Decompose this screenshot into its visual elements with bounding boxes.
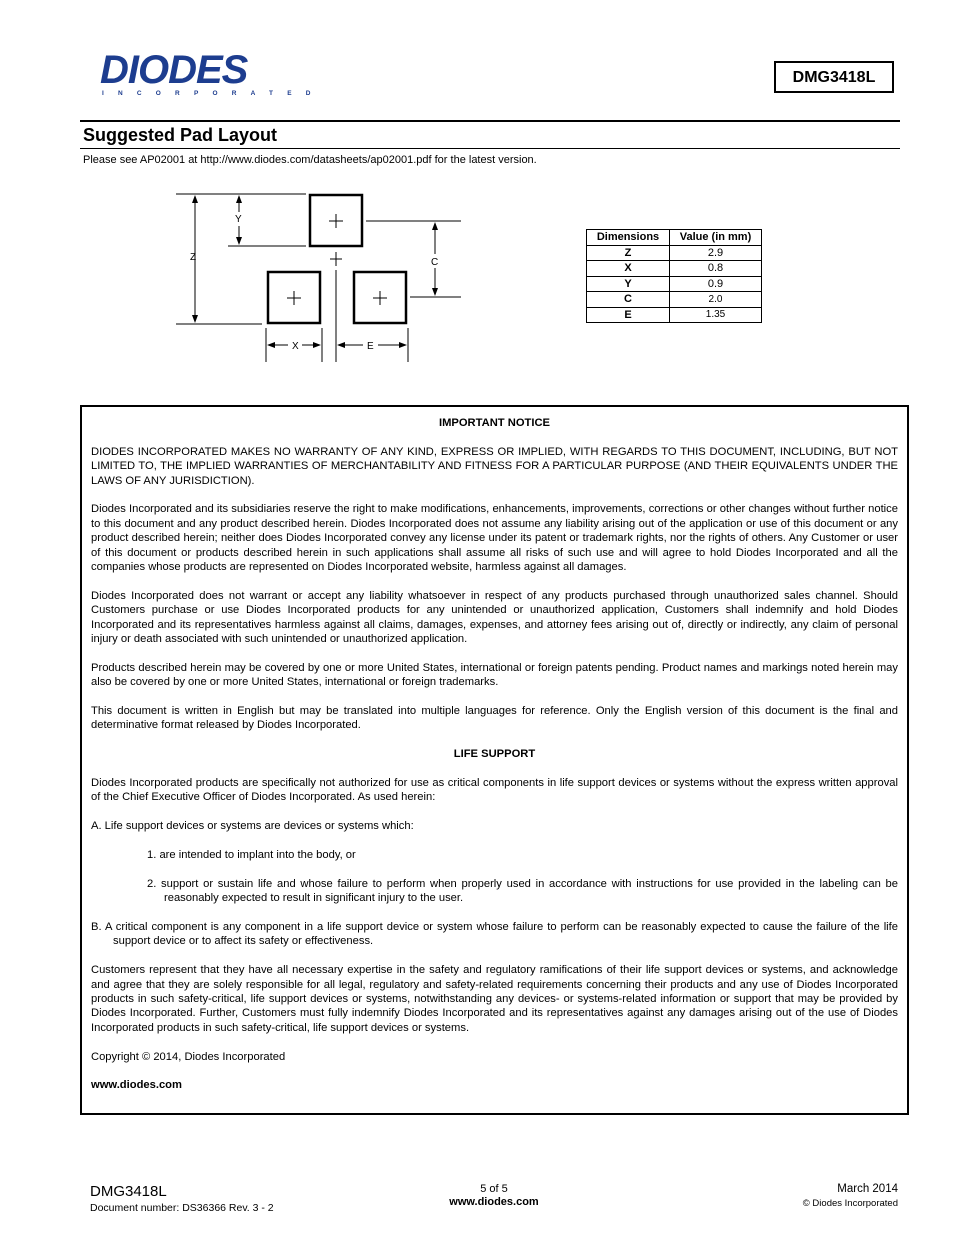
- table-header-dimensions: Dimensions: [587, 230, 670, 246]
- table-row: [587, 307, 762, 323]
- dim-cell: Y: [587, 276, 670, 292]
- label-x: X: [292, 341, 299, 352]
- label-c: C: [431, 257, 439, 268]
- dim-cell: Z: [587, 245, 670, 261]
- notice-paragraph: Customers represent that they have all necessary expertise in the safety and regulatory ramifications of their life support devices or systems, and acknowledge and agree that they are solely responsible for all legal, regulatory and safety-related requirements concerning their products and any use of Diodes Incorporated products in such safety-critical, life support devices or systems, notwithstanding any devices- or systems-related information or support that may be provided by Diodes Incorporated. Further, Customers must fully indemnify Diodes Incorporated and its representatives against any damages arising out of the use of Diodes Incorporated products in such safety-critical, life support devices or systems.: [91, 964, 898, 1034]
- value-cell: 0.8: [670, 261, 762, 277]
- table-header-value: Value (in mm): [670, 230, 762, 246]
- footer-doc-number: Document number: DS36366 Rev. 3 - 2: [90, 1202, 274, 1214]
- value-cell: 2.0: [670, 292, 762, 308]
- notice-copyright: Copyright © 2014, Diodes Incorporated: [91, 1050, 286, 1063]
- value-cell: 1.35: [670, 307, 762, 323]
- footer-date: March 2014: [837, 1183, 898, 1195]
- list-item-a1: 1. are intended to implant into the body, or: [147, 849, 356, 862]
- logo-wordmark: DIODES: [100, 48, 248, 92]
- pad-layout-diagram: [0, 0, 954, 400]
- list-item-a: A. Life support devices or systems are devices or systems which:: [91, 820, 414, 833]
- section-title: Suggested Pad Layout: [83, 125, 278, 145]
- table-row: [587, 245, 762, 261]
- important-notice-box: [80, 405, 909, 1115]
- footer-page-number: 5 of 5: [480, 1183, 508, 1195]
- dim-cell: X: [587, 261, 670, 277]
- dim-cell: C: [587, 292, 670, 308]
- footer-center: [380, 1183, 608, 1208]
- value-cell: 2.9: [670, 245, 762, 261]
- part-number-box: DMG3418L: [774, 61, 894, 93]
- label-e: E: [367, 341, 374, 352]
- label-y: Y: [235, 214, 242, 225]
- list-item-b: B. A critical component is any component in a life support device or system whose failure to perform can be reasonably expected to cause the failure of the life support device or to affect its safety or effectiveness.: [91, 921, 898, 948]
- list-item-a2: 2. support or sustain life and whose failure to perform when properly used in accordance with instructions for use provided in the labeling can be reasonably expected to result in significant injury to the user.: [147, 877, 898, 905]
- pad-layout-note: Please see AP02001 at http://www.diodes.com/datasheets/ap02001.pdf for the latest version.: [83, 154, 537, 166]
- table-row: [587, 261, 762, 277]
- notice-paragraph: Products described herein may be covered by one or more United States, international or foreign patents pending. Product names and markings noted herein may also be covered by one or more United States, international or foreign trademarks.: [91, 661, 898, 689]
- footer-right: [720, 1183, 898, 1209]
- table-row: [587, 292, 762, 308]
- logo-tagline: INCORPORATED: [102, 90, 325, 97]
- notice-website-link[interactable]: www.diodes.com: [91, 1079, 182, 1092]
- notice-paragraph: DIODES INCORPORATED MAKES NO WARRANTY OF ANY KIND, EXPRESS OR IMPLIED, WITH REGARDS TO THIS DOCUMENT, INCLUDING, BUT NOT LIMITED TO, THE IMPLIED WARRANTIES OF MERCHANTABILITY AND FITNESS FOR A PARTICULAR PURPOSE (AND THEIR EQUIVALENTS UNDER THE LAWS OF ANY JURISDICTION).: [91, 445, 898, 487]
- table-header-row: [587, 230, 762, 246]
- notice-paragraph: This document is written in English but may be translated into multiple languages for reference. Only the English version of this document is the final and determinative format released by Diodes Incorporated.: [91, 705, 898, 732]
- footer-copyright: © Diodes Incorporated: [802, 1198, 898, 1209]
- life-support-title: LIFE SUPPORT: [453, 748, 536, 761]
- footer-url-link[interactable]: www.diodes.com: [449, 1196, 539, 1208]
- notice-paragraph: Diodes Incorporated and its subsidiaries reserve the right to make modifications, enhancements, improvements, corrections or other changes without further notice to this document and any product described herein. Diodes Incorporated does not assume any liability arising out of the application or use of this document or any product described herein; neither does Diodes Incorporated convey any license under its patent or trademark rights, nor the rights of others. Any Customer or user of this document or products described herein in such applications shall assume all risks of such use and will agree to hold Diodes Incorporated and all the companies whose products are represented on Diodes Incorporated website, harmless against all damages.: [91, 503, 898, 574]
- dim-cell: E: [587, 307, 670, 323]
- notice-title: IMPORTANT NOTICE: [438, 417, 551, 429]
- dimensions-table: [586, 229, 762, 323]
- table-row: [587, 276, 762, 292]
- notice-paragraph: Diodes Incorporated products are specifically not authorized for use as critical components in life support devices or systems without the express written approval of the Chief Executive Officer of Diodes Incorporated. As used herein:: [91, 777, 898, 804]
- footer-left: [90, 1183, 274, 1214]
- footer-part-number: DMG3418L: [90, 1183, 167, 1200]
- notice-paragraph: Diodes Incorporated does not warrant or accept any liability whatsoever in respect of any products purchased through unauthorized sales channel. Should Customers purchase or use Diodes Incorporated products for any unintended or unauthorized application, Customers shall indemnify and hold Diodes Incorporated and its representatives harmless against all claims, damages, expenses, and attorney fees arising out of, directly or indirectly, any claim of personal injury or death associated with such unintended or unauthorized application.: [91, 589, 898, 646]
- value-cell: 0.9: [670, 276, 762, 292]
- label-z: Z: [190, 252, 197, 263]
